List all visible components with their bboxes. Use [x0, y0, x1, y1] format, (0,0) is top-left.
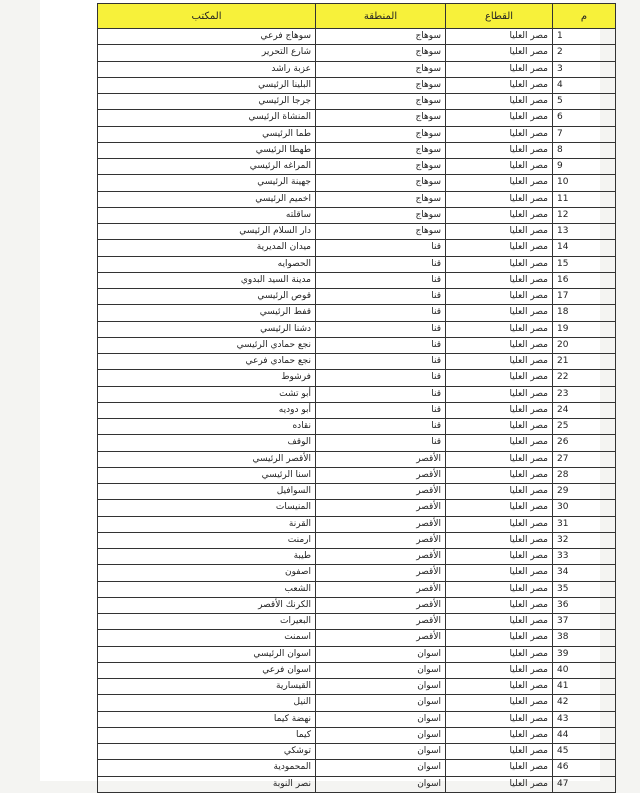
- cell-sector: مصر العليا: [446, 110, 553, 126]
- cell-sector: مصر العليا: [446, 159, 553, 175]
- cell-num: 11: [553, 191, 616, 207]
- cell-office: اصفون: [98, 565, 316, 581]
- cell-sector: مصر العليا: [446, 272, 553, 288]
- cell-num: 33: [553, 549, 616, 565]
- cell-sector: مصر العليا: [446, 240, 553, 256]
- cell-office: نجع حمادي فرعي: [98, 354, 316, 370]
- table-row: [98, 240, 616, 256]
- cell-office: نقاده: [98, 419, 316, 435]
- table-row: [98, 402, 616, 418]
- cell-sector: مصر العليا: [446, 61, 553, 77]
- cell-sector: مصر العليا: [446, 549, 553, 565]
- cell-office: قفط الرئيسي: [98, 305, 316, 321]
- cell-sector: مصر العليا: [446, 484, 553, 500]
- cell-num: 3: [553, 61, 616, 77]
- cell-zone: قنا: [316, 386, 446, 402]
- cell-zone: الأقصر: [316, 484, 446, 500]
- cell-zone: اسوان: [316, 760, 446, 776]
- cell-zone: اسوان: [316, 711, 446, 727]
- cell-num: 2: [553, 45, 616, 61]
- cell-office: عزبة راشد: [98, 61, 316, 77]
- table-row: [98, 760, 616, 776]
- table-row: [98, 419, 616, 435]
- cell-sector: مصر العليا: [446, 419, 553, 435]
- cell-office: نهضة كيما: [98, 711, 316, 727]
- cell-zone: سوهاج: [316, 207, 446, 223]
- table-row: [98, 61, 616, 77]
- cell-zone: قنا: [316, 402, 446, 418]
- cell-num: 39: [553, 646, 616, 662]
- cell-sector: مصر العليا: [446, 224, 553, 240]
- cell-office: البلينا الرئيسي: [98, 77, 316, 93]
- cell-zone: قنا: [316, 435, 446, 451]
- table-row: [98, 435, 616, 451]
- cell-zone: سوهاج: [316, 77, 446, 93]
- table-row: [98, 321, 616, 337]
- table-row: [98, 77, 616, 93]
- cell-sector: مصر العليا: [446, 597, 553, 613]
- cell-office: المنيسات: [98, 500, 316, 516]
- cell-zone: قنا: [316, 321, 446, 337]
- cell-sector: مصر العليا: [446, 191, 553, 207]
- cell-sector: مصر العليا: [446, 532, 553, 548]
- cell-num: 34: [553, 565, 616, 581]
- cell-office: الوقف: [98, 435, 316, 451]
- cell-num: 38: [553, 630, 616, 646]
- cell-sector: مصر العليا: [446, 467, 553, 483]
- cell-num: 45: [553, 744, 616, 760]
- cell-office: القيسارية: [98, 679, 316, 695]
- cell-office: نجع حمادي الرئيسي: [98, 337, 316, 353]
- cell-num: 27: [553, 451, 616, 467]
- cell-office: اخميم الرئيسي: [98, 191, 316, 207]
- cell-sector: مصر العليا: [446, 581, 553, 597]
- cell-num: 31: [553, 516, 616, 532]
- cell-zone: الأقصر: [316, 500, 446, 516]
- cell-office: اسنا الرئيسي: [98, 467, 316, 483]
- cell-num: 9: [553, 159, 616, 175]
- cell-num: 8: [553, 142, 616, 158]
- cell-sector: مصر العليا: [446, 305, 553, 321]
- cell-office: طما الرئيسي: [98, 126, 316, 142]
- cell-num: 6: [553, 110, 616, 126]
- cell-sector: مصر العليا: [446, 744, 553, 760]
- cell-zone: قنا: [316, 337, 446, 353]
- cell-office: البعيرات: [98, 614, 316, 630]
- header-num: م: [553, 4, 616, 29]
- table-row: [98, 305, 616, 321]
- cell-office: توشكي: [98, 744, 316, 760]
- cell-num: 32: [553, 532, 616, 548]
- cell-num: 30: [553, 500, 616, 516]
- cell-num: 41: [553, 679, 616, 695]
- cell-zone: قنا: [316, 305, 446, 321]
- table-row: [98, 744, 616, 760]
- cell-zone: قنا: [316, 272, 446, 288]
- table-row: [98, 289, 616, 305]
- cell-num: 21: [553, 354, 616, 370]
- cell-office: طيبة: [98, 549, 316, 565]
- table-row: [98, 532, 616, 548]
- cell-sector: مصر العليا: [446, 207, 553, 223]
- cell-sector: مصر العليا: [446, 256, 553, 272]
- cell-zone: سوهاج: [316, 224, 446, 240]
- cell-office: سوهاج فرعي: [98, 29, 316, 45]
- cell-office: طهطا الرئيسي: [98, 142, 316, 158]
- cell-sector: مصر العليا: [446, 451, 553, 467]
- cell-num: 10: [553, 175, 616, 191]
- cell-zone: سوهاج: [316, 61, 446, 77]
- cell-zone: الأقصر: [316, 549, 446, 565]
- cell-office: مدينة السيد البدوي: [98, 272, 316, 288]
- cell-sector: مصر العليا: [446, 29, 553, 45]
- cell-sector: مصر العليا: [446, 500, 553, 516]
- cell-num: 16: [553, 272, 616, 288]
- table-row: [98, 126, 616, 142]
- cell-sector: مصر العليا: [446, 516, 553, 532]
- table-row: [98, 159, 616, 175]
- table-row: [98, 484, 616, 500]
- header-zone: المنطقة: [316, 4, 446, 29]
- cell-sector: مصر العليا: [446, 175, 553, 191]
- cell-num: 42: [553, 695, 616, 711]
- cell-office: الأقصر الرئيسي: [98, 451, 316, 467]
- cell-zone: سوهاج: [316, 45, 446, 61]
- cell-num: 43: [553, 711, 616, 727]
- cell-num: 1: [553, 29, 616, 45]
- cell-office: جهينة الرئيسي: [98, 175, 316, 191]
- cell-office: المراغه الرئيسي: [98, 159, 316, 175]
- cell-office: المنشاة الرئيسي: [98, 110, 316, 126]
- table-row: [98, 565, 616, 581]
- cell-office: النيل: [98, 695, 316, 711]
- cell-office: أبو دوديه: [98, 402, 316, 418]
- cell-office: كيما: [98, 727, 316, 743]
- cell-zone: الأقصر: [316, 581, 446, 597]
- cell-office: المحمودية: [98, 760, 316, 776]
- cell-office: ارمنت: [98, 532, 316, 548]
- cell-num: 14: [553, 240, 616, 256]
- cell-office: ميدان المديرية: [98, 240, 316, 256]
- table-header-row: [98, 4, 616, 29]
- cell-zone: الأقصر: [316, 532, 446, 548]
- table-row: [98, 467, 616, 483]
- cell-sector: مصر العليا: [446, 337, 553, 353]
- cell-sector: مصر العليا: [446, 435, 553, 451]
- cell-num: 20: [553, 337, 616, 353]
- cell-num: 5: [553, 94, 616, 110]
- cell-zone: اسوان: [316, 727, 446, 743]
- cell-num: 12: [553, 207, 616, 223]
- cell-sector: مصر العليا: [446, 646, 553, 662]
- table-row: [98, 500, 616, 516]
- table-row: [98, 597, 616, 613]
- cell-sector: مصر العليا: [446, 94, 553, 110]
- cell-zone: سوهاج: [316, 142, 446, 158]
- cell-num: 25: [553, 419, 616, 435]
- cell-office: جرجا الرئيسي: [98, 94, 316, 110]
- cell-num: 18: [553, 305, 616, 321]
- cell-num: 22: [553, 370, 616, 386]
- cell-zone: قنا: [316, 256, 446, 272]
- cell-zone: قنا: [316, 289, 446, 305]
- cell-sector: مصر العليا: [446, 695, 553, 711]
- cell-zone: الأقصر: [316, 614, 446, 630]
- cell-num: 26: [553, 435, 616, 451]
- cell-sector: مصر العليا: [446, 402, 553, 418]
- header-sector: القطاع: [446, 4, 553, 29]
- cell-office: اسوان الرئيسي: [98, 646, 316, 662]
- cell-num: 7: [553, 126, 616, 142]
- cell-office: أبو تشت: [98, 386, 316, 402]
- cell-sector: مصر العليا: [446, 142, 553, 158]
- cell-zone: سوهاج: [316, 175, 446, 191]
- cell-num: 35: [553, 581, 616, 597]
- cell-sector: مصر العليا: [446, 711, 553, 727]
- table-row: [98, 630, 616, 646]
- cell-sector: مصر العليا: [446, 679, 553, 695]
- cell-sector: مصر العليا: [446, 77, 553, 93]
- table-row: [98, 110, 616, 126]
- cell-office: نصر النوبة: [98, 776, 316, 792]
- cell-office: اسمنت: [98, 630, 316, 646]
- table-row: [98, 207, 616, 223]
- cell-zone: قنا: [316, 370, 446, 386]
- cell-num: 19: [553, 321, 616, 337]
- cell-office: السوافيل: [98, 484, 316, 500]
- cell-num: 15: [553, 256, 616, 272]
- cell-sector: مصر العليا: [446, 370, 553, 386]
- table-row: [98, 354, 616, 370]
- cell-sector: مصر العليا: [446, 126, 553, 142]
- cell-num: 37: [553, 614, 616, 630]
- cell-zone: اسوان: [316, 695, 446, 711]
- cell-office: الكرنك الأقصر: [98, 597, 316, 613]
- cell-zone: سوهاج: [316, 159, 446, 175]
- table-row: [98, 191, 616, 207]
- cell-zone: الأقصر: [316, 451, 446, 467]
- cell-sector: مصر العليا: [446, 45, 553, 61]
- cell-num: 24: [553, 402, 616, 418]
- cell-sector: مصر العليا: [446, 354, 553, 370]
- table-row: [98, 386, 616, 402]
- cell-zone: سوهاج: [316, 94, 446, 110]
- cell-office: القرنة: [98, 516, 316, 532]
- table-row: [98, 679, 616, 695]
- cell-zone: قنا: [316, 419, 446, 435]
- table-row: [98, 614, 616, 630]
- cell-sector: مصر العليا: [446, 321, 553, 337]
- table-row: [98, 776, 616, 792]
- cell-zone: اسوان: [316, 646, 446, 662]
- cell-office: شارع التحرير: [98, 45, 316, 61]
- table-row: [98, 451, 616, 467]
- cell-zone: اسوان: [316, 776, 446, 792]
- cell-office: فرشوط: [98, 370, 316, 386]
- cell-num: 23: [553, 386, 616, 402]
- cell-office: اسوان فرعي: [98, 662, 316, 678]
- cell-office: قوص الرئيسي: [98, 289, 316, 305]
- header-office: المكتب: [98, 4, 316, 29]
- cell-num: 44: [553, 727, 616, 743]
- cell-num: 13: [553, 224, 616, 240]
- table-row: [98, 142, 616, 158]
- table-body: [98, 29, 616, 793]
- cell-zone: سوهاج: [316, 110, 446, 126]
- cell-office: ساقلته: [98, 207, 316, 223]
- cell-sector: مصر العليا: [446, 760, 553, 776]
- table-row: [98, 224, 616, 240]
- cell-sector: مصر العليا: [446, 386, 553, 402]
- cell-zone: قنا: [316, 354, 446, 370]
- cell-zone: الأقصر: [316, 516, 446, 532]
- cell-num: 29: [553, 484, 616, 500]
- table-row: [98, 175, 616, 191]
- table-row: [98, 711, 616, 727]
- table-row: [98, 256, 616, 272]
- offices-table: [97, 3, 616, 793]
- cell-num: 17: [553, 289, 616, 305]
- cell-num: 47: [553, 776, 616, 792]
- cell-sector: مصر العليا: [446, 727, 553, 743]
- cell-sector: مصر العليا: [446, 565, 553, 581]
- cell-office: الشعب: [98, 581, 316, 597]
- table-row: [98, 646, 616, 662]
- document-page: [40, 0, 600, 789]
- table-row: [98, 45, 616, 61]
- table-row: [98, 549, 616, 565]
- cell-zone: اسوان: [316, 744, 446, 760]
- cell-zone: الأقصر: [316, 467, 446, 483]
- table-row: [98, 29, 616, 45]
- cell-num: 40: [553, 662, 616, 678]
- cell-num: 28: [553, 467, 616, 483]
- cell-sector: مصر العليا: [446, 776, 553, 792]
- cell-num: 36: [553, 597, 616, 613]
- cell-office: دار السلام الرئيسي: [98, 224, 316, 240]
- table-row: [98, 581, 616, 597]
- table-row: [98, 662, 616, 678]
- table-row: [98, 337, 616, 353]
- table-row: [98, 370, 616, 386]
- cell-zone: سوهاج: [316, 126, 446, 142]
- cell-zone: سوهاج: [316, 191, 446, 207]
- cell-office: الحصوايه: [98, 256, 316, 272]
- cell-sector: مصر العليا: [446, 289, 553, 305]
- cell-sector: مصر العليا: [446, 614, 553, 630]
- table-row: [98, 272, 616, 288]
- table-row: [98, 94, 616, 110]
- cell-zone: قنا: [316, 240, 446, 256]
- cell-office: دشنا الرئيسي: [98, 321, 316, 337]
- cell-zone: الأقصر: [316, 630, 446, 646]
- cell-zone: الأقصر: [316, 565, 446, 581]
- cell-sector: مصر العليا: [446, 630, 553, 646]
- cell-sector: مصر العليا: [446, 662, 553, 678]
- table-row: [98, 695, 616, 711]
- cell-zone: اسوان: [316, 679, 446, 695]
- cell-zone: الأقصر: [316, 597, 446, 613]
- table-row: [98, 516, 616, 532]
- table-row: [98, 727, 616, 743]
- cell-zone: اسوان: [316, 662, 446, 678]
- cell-zone: سوهاج: [316, 29, 446, 45]
- cell-num: 4: [553, 77, 616, 93]
- cell-num: 46: [553, 760, 616, 776]
